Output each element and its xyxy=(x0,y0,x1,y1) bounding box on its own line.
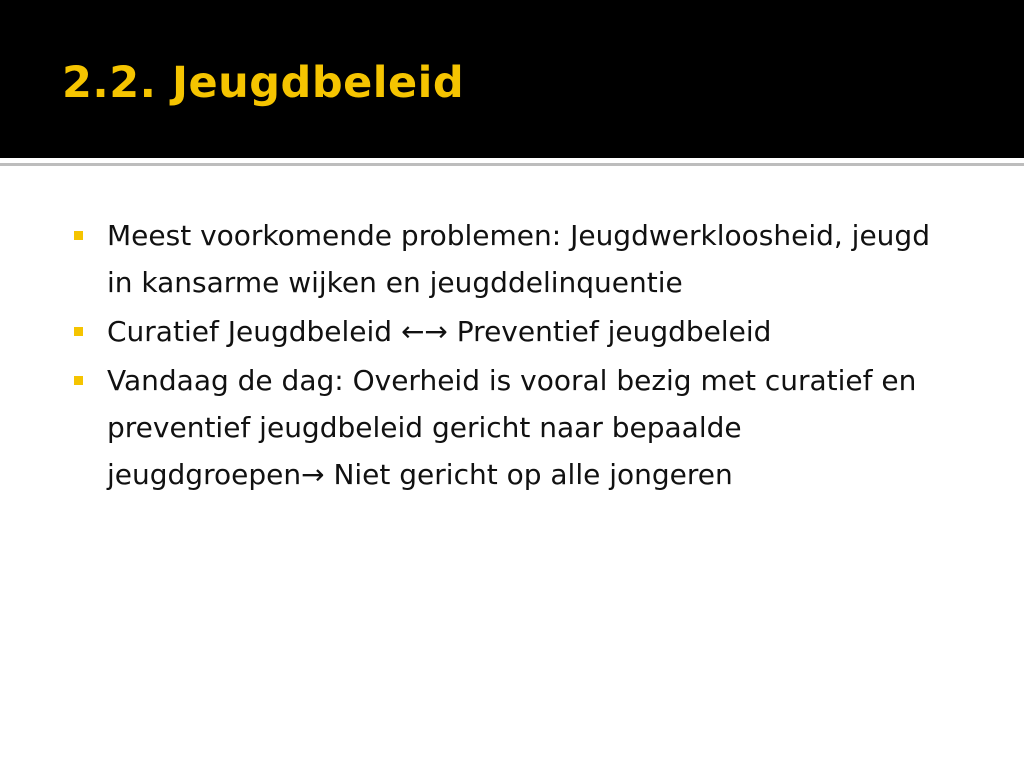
bullet-item-curative-preventive xyxy=(72,308,952,355)
title-bar xyxy=(0,0,1024,158)
bullet-text-problems: Meest voorkomende problemen: Jeugdwerkloosheid, jeugd in kansarme wijken en jeugddelinquentie xyxy=(107,219,930,299)
bullet-item-current-policy xyxy=(72,357,952,498)
square-bullet-icon xyxy=(74,231,83,240)
title-divider-gap xyxy=(0,158,1024,162)
slide-title: 2.2. Jeugdbeleid xyxy=(62,58,465,108)
bullet-list xyxy=(72,212,952,498)
square-bullet-icon xyxy=(74,376,83,385)
bullet-text-not-all-youth: Niet gericht op alle jongeren xyxy=(324,458,733,491)
bullet-item-problems xyxy=(72,212,952,306)
double-arrow-icon: ←→ xyxy=(400,315,448,348)
right-arrow-icon: → xyxy=(301,458,325,491)
bullet-text-curative: Curatief Jeugdbeleid xyxy=(107,315,401,348)
bullet-text-preventive: Preventief jeugdbeleid xyxy=(447,315,772,348)
title-divider-line xyxy=(0,163,1024,166)
bullet-text-current-policy: Vandaag de dag: Overheid is vooral bezig met curatief en preventief jeugdbeleid gericht naar bepaalde jeugdgroepen xyxy=(107,364,917,491)
square-bullet-icon xyxy=(74,327,83,336)
